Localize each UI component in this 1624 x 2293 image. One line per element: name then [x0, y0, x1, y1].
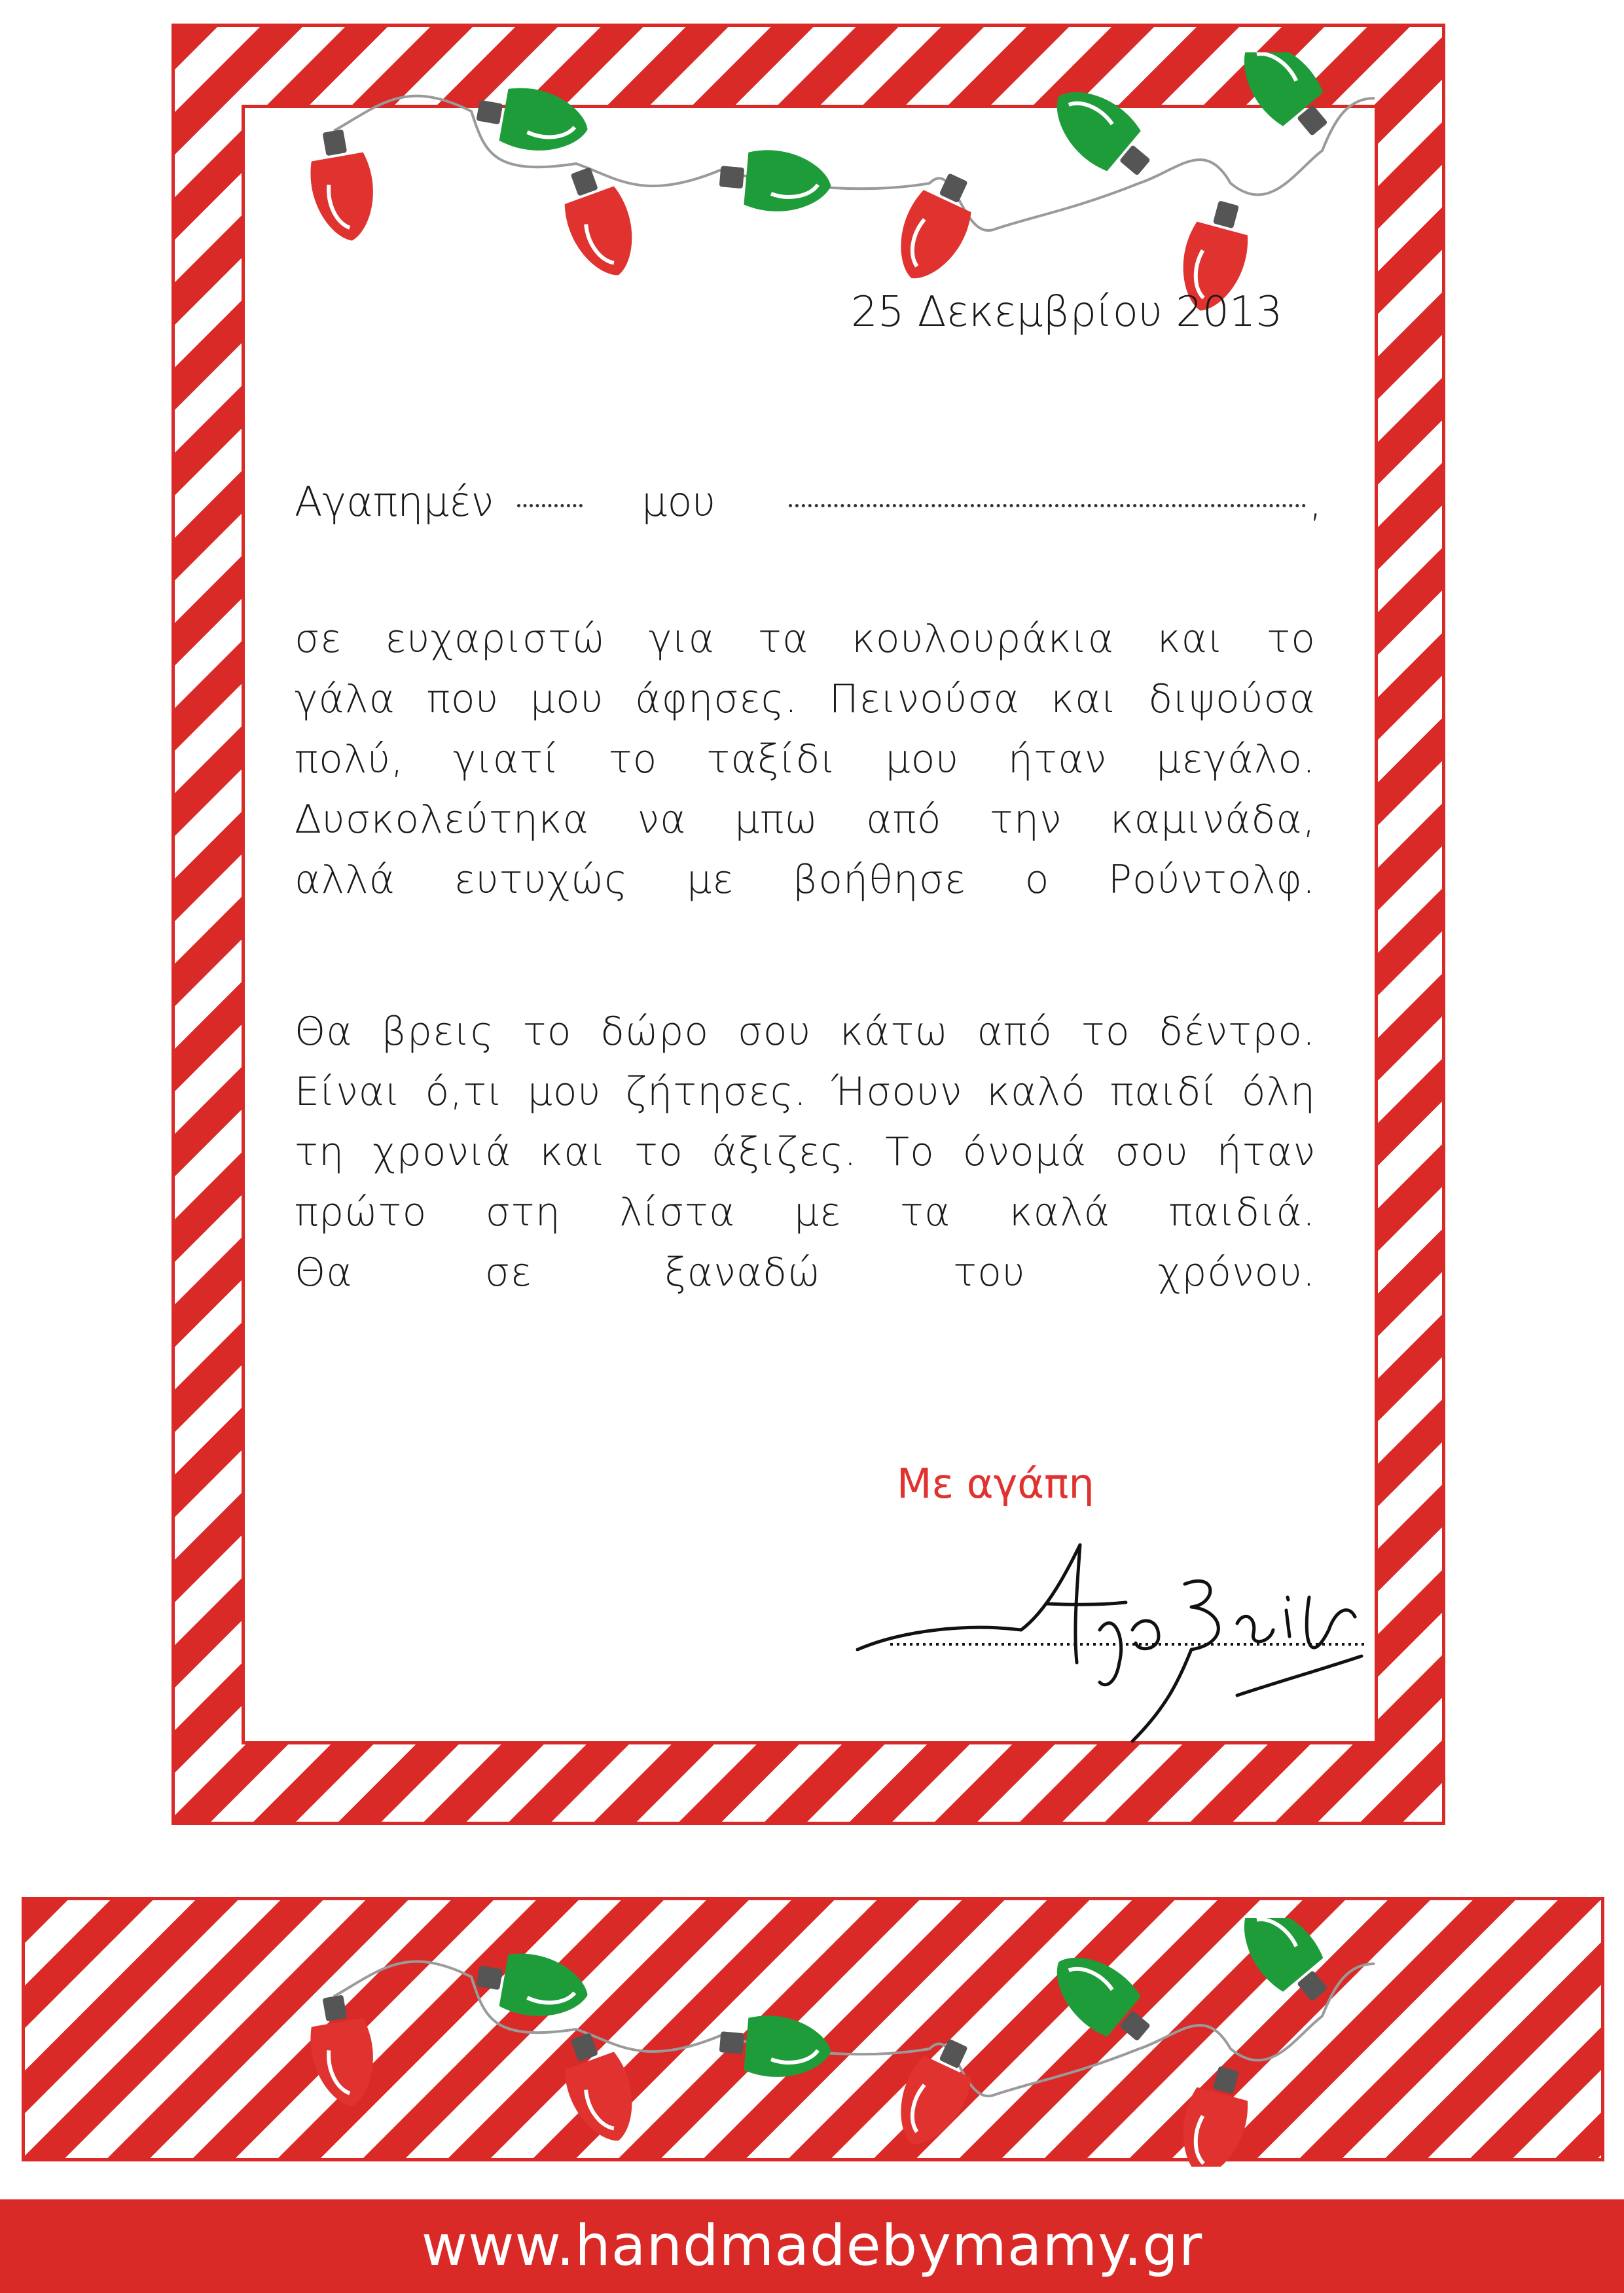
christmas-light-red-icon [552, 2026, 647, 2152]
christmas-light-green-icon [717, 2012, 833, 2082]
paragraph-line: Θα βρεις το δώρο σου κάτω από το δέντρο. [295, 1009, 1316, 1055]
paragraph-line: σε ευχαριστώ για τα κουλουράκια και το [295, 616, 1316, 662]
christmas-lights-bottom [275, 1918, 1388, 2167]
christmas-light-green-icon [1039, 73, 1164, 191]
paragraph-line: Δυσκολεύτηκα να μπω από την καμινάδα, [295, 797, 1316, 842]
christmas-light-green-icon [1039, 1939, 1164, 2057]
greeting-comma: , [1309, 478, 1322, 526]
christmas-light-red-icon [1171, 2061, 1259, 2167]
christmas-light-green-icon [473, 80, 593, 159]
paragraph-line: γάλα που μου άφησες. Πεινούσα και διψούσα [295, 676, 1316, 722]
christmas-light-green-icon [473, 1945, 593, 2025]
paragraph-line: τη χρονιά και το άξιζες. Το όνομά σου ήταν [295, 1129, 1316, 1175]
christmas-lights-top [275, 52, 1388, 327]
letter-closing: Με αγάπη [897, 1460, 1094, 1508]
letter-paper [242, 105, 1378, 1744]
letter-paragraph-1 [295, 609, 1316, 910]
signature-stroke [857, 1545, 1362, 1741]
greeting-prefix: Αγαπημέν [295, 478, 494, 526]
letter-date: 25 Δεκεμβρίου 2013 [851, 288, 1283, 336]
signature-image [851, 1532, 1375, 1754]
christmas-light-red-icon [884, 164, 986, 291]
footer-website-link[interactable]: www.handmadebymamy.gr [421, 2213, 1203, 2279]
christmas-light-green-icon [1225, 52, 1343, 149]
christmas-light-green-icon [717, 146, 833, 216]
christmas-light-green-icon [1225, 1918, 1343, 2015]
greeting-ending-blank[interactable] [517, 504, 583, 507]
paragraph-line: Είναι ό,τι μου ζήτησες. Ήσουν καλό παιδί όλη [295, 1069, 1316, 1115]
paragraph-line: Θα σε ξαναδώ του χρόνου. [295, 1250, 1316, 1295]
christmas-light-red-icon [302, 126, 382, 246]
christmas-light-red-icon [884, 2030, 986, 2156]
paragraph-line: πρώτο στη λίστα με τα καλά παιδιά. [295, 1189, 1316, 1235]
paragraph-line: αλλά ευτυχώς με βοήθησε ο Ρούντολφ. [295, 857, 1316, 903]
greeting-mou: μου [641, 478, 716, 526]
paragraph-line: πολύ, γιατί το ταξίδι μου ήταν μεγάλο. [295, 736, 1316, 782]
letter-paragraph-2 [295, 1002, 1316, 1303]
christmas-light-red-icon [302, 1991, 382, 2112]
recipient-name-blank[interactable] [789, 504, 1306, 507]
christmas-light-red-icon [552, 160, 647, 286]
